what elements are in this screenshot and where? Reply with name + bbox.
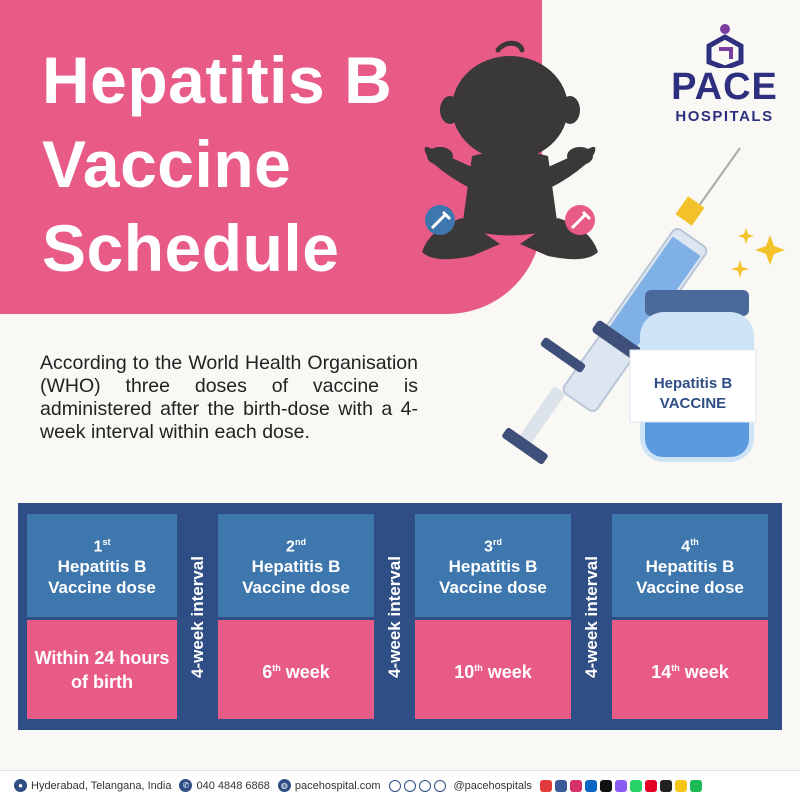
title-line-3: Schedule [42,211,340,285]
x-icon[interactable] [600,780,612,792]
snapchat-icon[interactable] [675,780,687,792]
vaccine-illustration [440,140,800,480]
dose-header: 1st Hepatitis B Vaccine dose [27,514,177,617]
vaccine-schedule-table [18,503,782,730]
spotify-icon[interactable] [690,780,702,792]
footer-bar [0,770,800,800]
badge-icon [404,780,416,792]
title-line-1: Hepatitis B [42,43,393,117]
badge-icon [389,780,401,792]
brand-sub: HOSPITALS [675,108,774,125]
facebook-icon[interactable] [555,780,567,792]
description-text: According to the World Health Organisation (WHO) three doses of vaccine is administered after the birth-dose with a 4-week interval within each dose. [40,352,418,443]
linkedin-icon[interactable] [585,780,597,792]
dose-timing: Within 24 hours of birth [27,620,177,719]
dose-column-2 [218,514,374,719]
dose-column-4 [612,514,768,719]
logo-mark-icon [703,22,747,68]
whatsapp-icon[interactable] [630,780,642,792]
dose-timing: 6th week [218,620,374,719]
footer-phone[interactable]: ✆ 040 4848 6868 [179,779,269,792]
youtube-icon[interactable] [540,780,552,792]
interval-label: 4-week interval [378,514,411,719]
pace-hospitals-logo [662,22,787,132]
dose-header: 3rd Hepatitis B Vaccine dose [415,514,571,617]
footer-location: ● Hyderabad, Telangana, India [14,779,171,792]
brand-name: PACE [671,66,778,108]
sparkle-icon [731,228,785,278]
phone-icon: ✆ [179,779,192,792]
page-title [42,38,392,290]
title-line-2: Vaccine [42,127,292,201]
pinterest-icon[interactable] [645,780,657,792]
accreditation-badges [389,780,446,792]
dose-column-3 [415,514,571,719]
interval-label: 4-week interval [575,514,608,719]
dose-timing: 14th week [612,620,768,719]
messenger-icon[interactable] [615,780,627,792]
dose-header: 2nd Hepatitis B Vaccine dose [218,514,374,617]
instagram-icon[interactable] [570,780,582,792]
social-icons [540,780,702,792]
threads-icon[interactable] [660,780,672,792]
location-pin-icon: ● [14,779,27,792]
footer-website[interactable]: ◍ pacehospital.com [278,779,381,792]
interval-label: 4-week interval [181,514,214,719]
dose-header: 4th Hepatitis B Vaccine dose [612,514,768,617]
vial-label-line1: Hepatitis B [653,375,733,392]
dose-column-1 [27,514,177,719]
dose-timing: 10th week [415,620,571,719]
badge-icon [434,780,446,792]
globe-icon: ◍ [278,779,291,792]
footer-handle[interactable]: @pacehospitals [453,779,532,792]
vial-label-line2: VACCINE [659,395,727,412]
badge-icon [419,780,431,792]
